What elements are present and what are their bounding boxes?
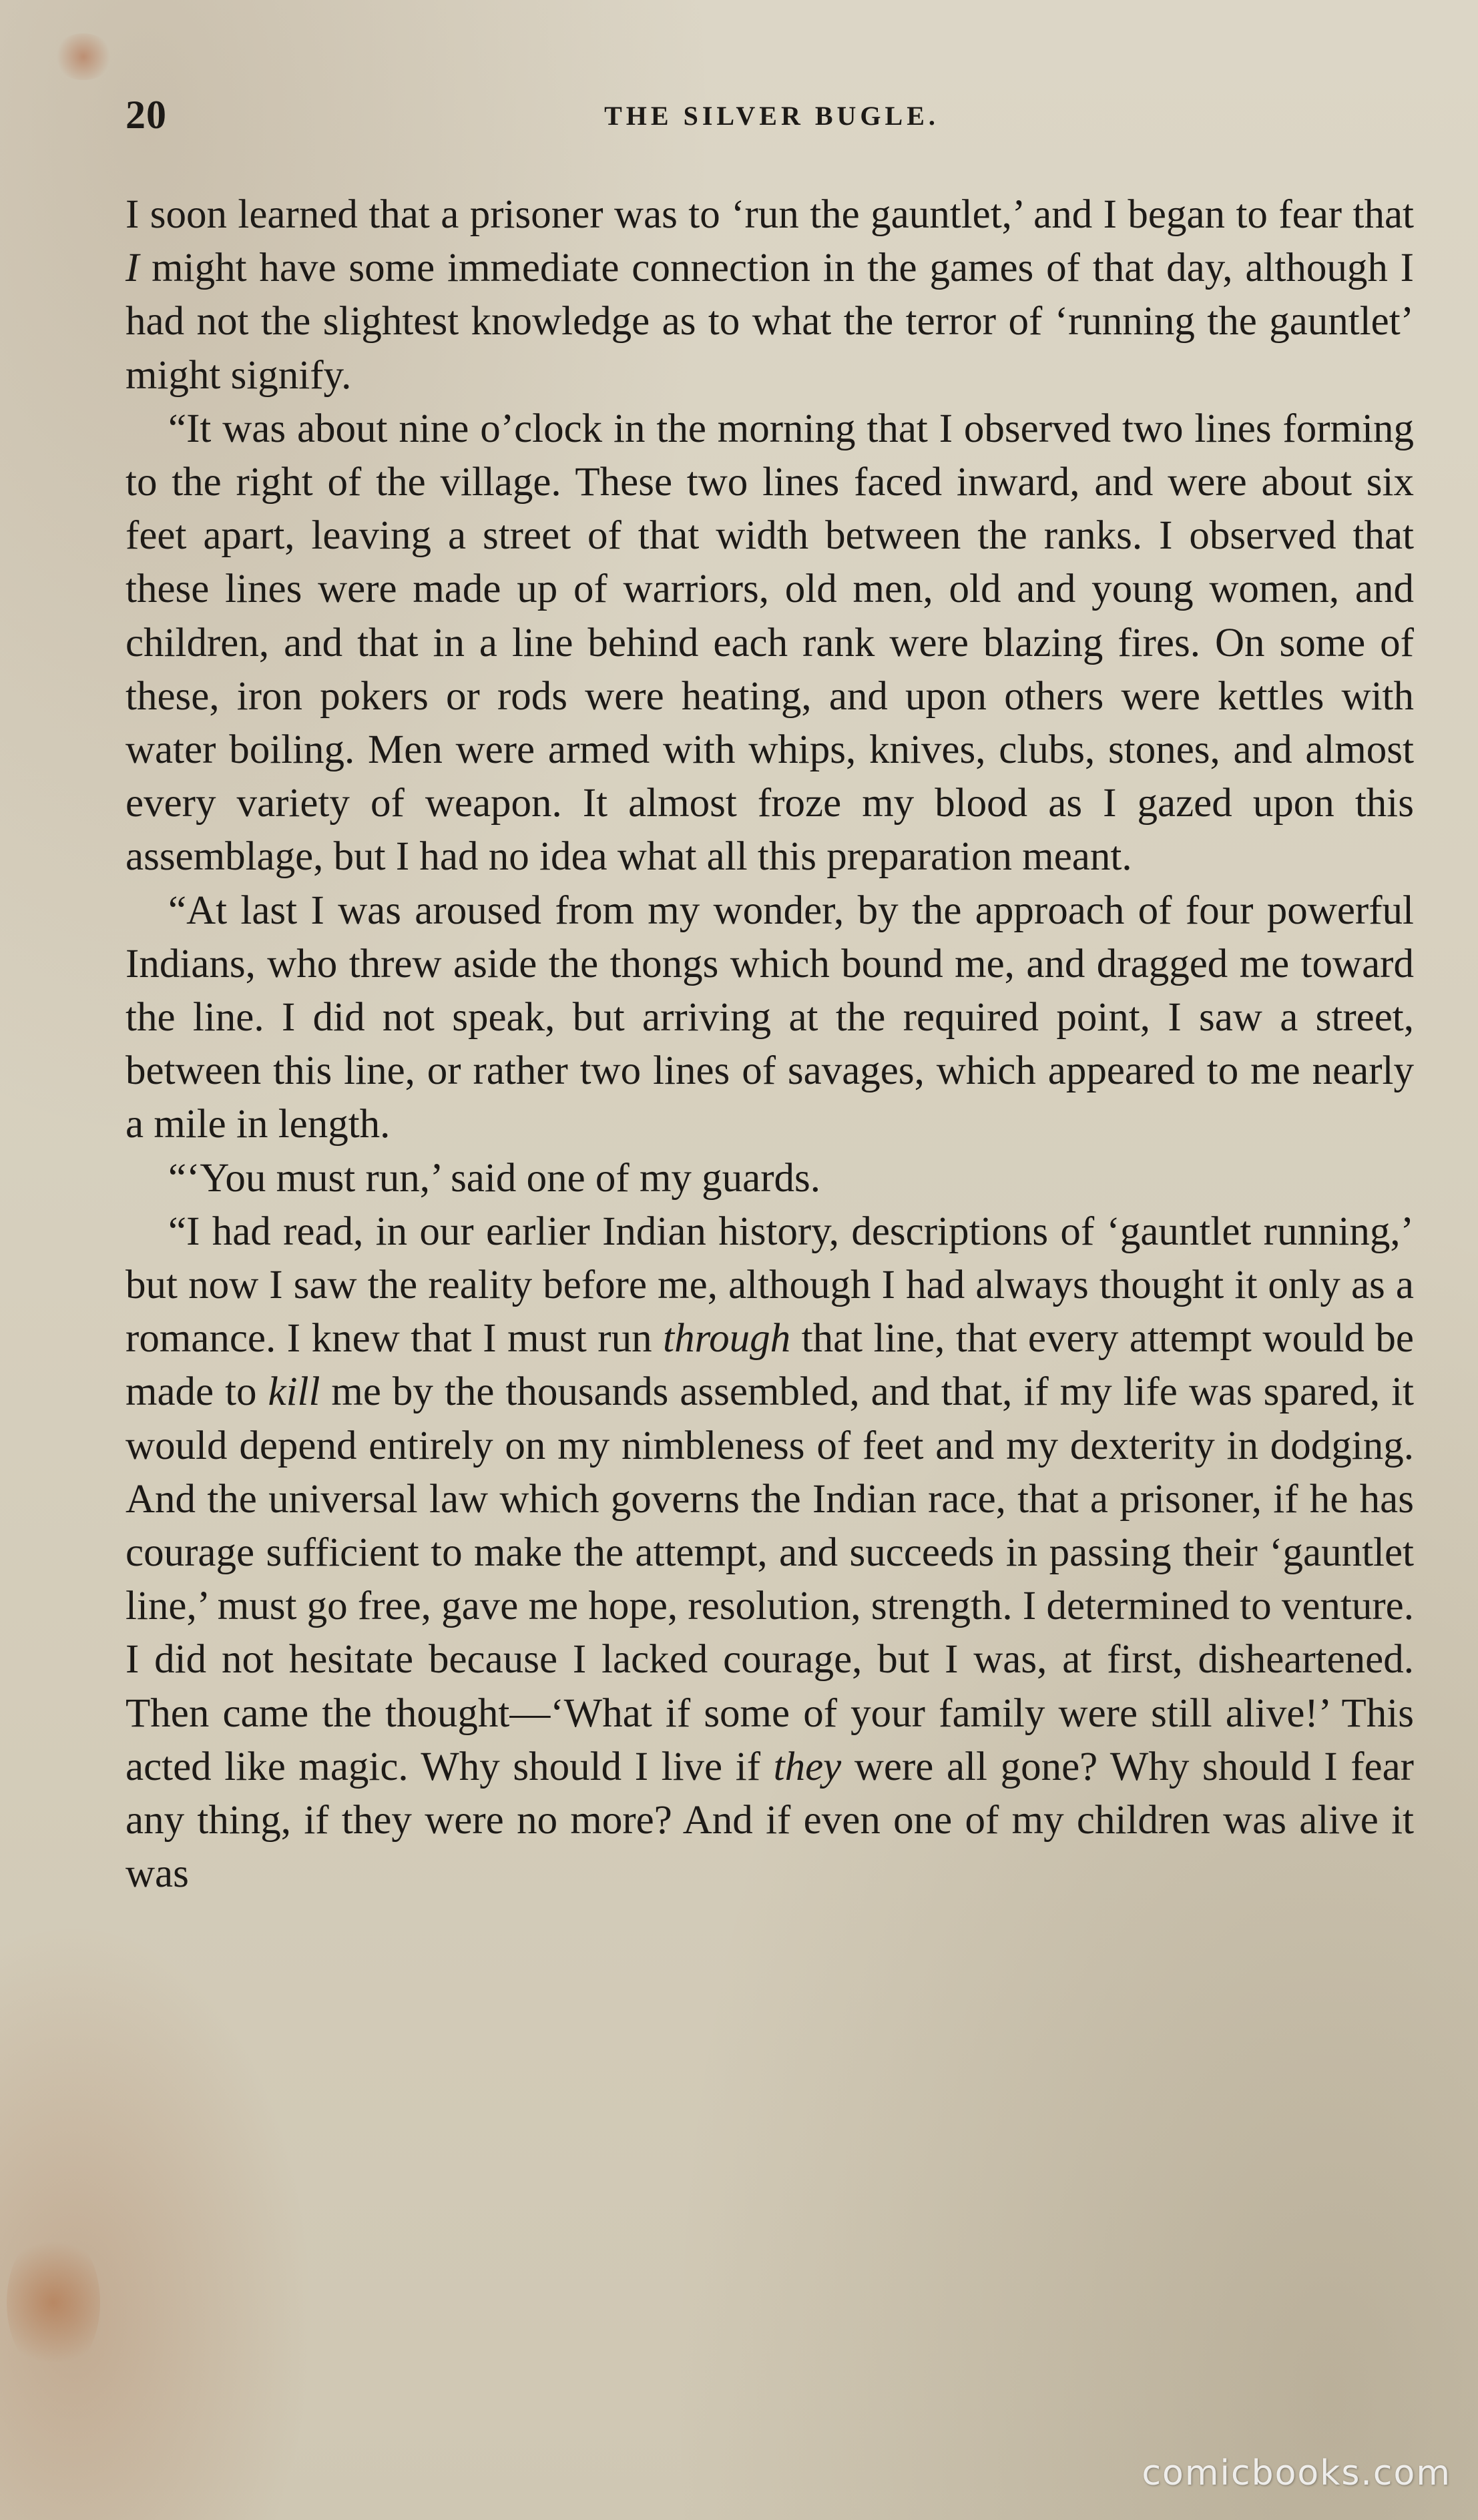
italic-text: I [126,246,140,291]
paragraph [126,1152,1414,1205]
page-header [126,92,1418,139]
text-segment: “‘You must run,’ said one of my guards. [168,1155,821,1201]
page-number: 20 [126,93,167,137]
paper-stain [53,33,113,80]
paragraph [126,402,1414,884]
text-segment: “I had read, in our earlier Indian history, descriptions of ‘gauntlet running,’ but now I saw the reality before me, although I had always thought it only as a romance. I knew that I must run [126,1209,1414,1361]
text-segment: “It was about nine o’clock in the morning that I observed two lines forming to the right of the village. These two lines faced inward, and were about six feet apart, leaving a street of that width between the ranks. I observed that these lines were made up of warriors, old men, old and young women, and children, and that in a line behind each rank were blazing fires. On some of these, iron pokers or rods were heating, and upon others were kettles with water boiling. Men were armed with whips, knives, clubs, stones, and almost every variety of weapon. It almost froze my blood as I gazed upon this assemblage, but I had no idea what all this preparation meant. [126,406,1414,880]
text-segment: me by the thousands assembled, and that, if my life was spared, it would depend entirely on my nimbleness of feet and my dexterity in dodging. And the universal law which governs the Indian race, that a prisoner, if he has courage sufficient to make the attempt, and succeeds in passing their ‘gauntlet line,’ must go free, gave me hope, resolution, strength. I determined to venture. I did not hesitate because I lacked courage, but I was, at first, disheartened. Then came the thought—‘What if some of your family were still alive!’ This acted like magic. Why should I live if [126,1369,1414,1789]
body-text [126,188,1414,1901]
paragraph [126,188,1414,402]
italic-text: through [663,1316,791,1361]
text-segment: were all gone? Why should I fear any thing, if they were no more? And if even one of my children was alive it was [126,1744,1414,1897]
text-segment: that line, that every attempt would be made to [126,1316,1414,1415]
text-segment: might have some immediate connection in the games of that day, although I had not the slightest knowledge as to what the terror of ‘running the gauntlet’ might signify. [126,246,1414,398]
watermark: comicbooks.com [1142,2453,1451,2493]
paragraph [126,1205,1414,1901]
italic-text: they [773,1744,842,1789]
paragraph [126,884,1414,1152]
running-title: THE SILVER BUGLE. [604,101,939,131]
italic-text: kill [268,1369,320,1415]
text-segment: I soon learned that a prisoner was to ‘run the gauntlet,’ and I began to fear that [126,192,1414,237]
text-segment: “At last I was aroused from my wonder, by the approach of four powerful Indians, who threw aside the thongs which bound me, and dragged me toward the line. I did not speak, but arriving at the required point, I saw a street, between this line, or rather two lines of savages, which appeared to me nearly a mile in length. [126,888,1414,1147]
paper-stain [7,2229,100,2376]
